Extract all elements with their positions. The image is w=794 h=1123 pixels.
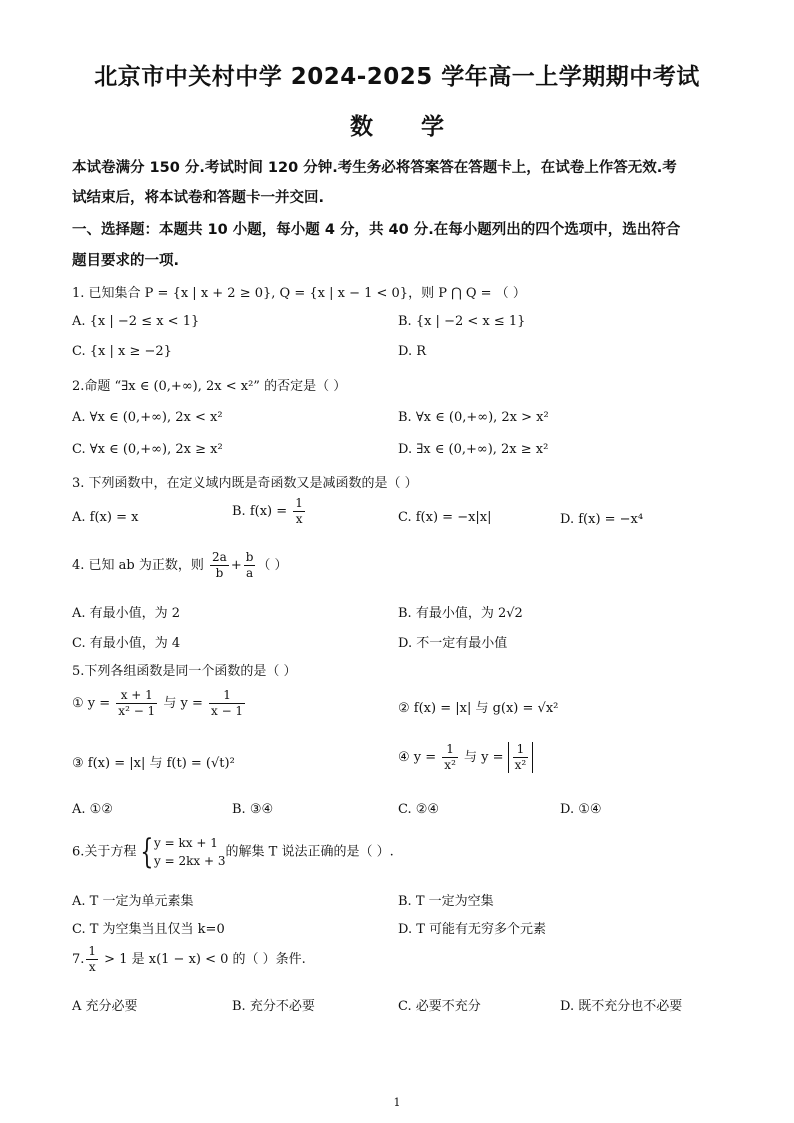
instructions-line-1: 本试卷满分 150 分.考试时间 120 分钟.考生务必将答案答在答题卡上，在试卷上作答无效.考: [72, 160, 677, 176]
fraction-numerator: x + 1: [116, 688, 157, 704]
equation-system: [154, 834, 225, 870]
fraction: [244, 550, 256, 581]
equation-2: y = 2kx + 3: [154, 854, 226, 868]
equation-1: y = kx + 1: [154, 836, 218, 850]
fraction: [293, 496, 305, 527]
fraction-denominator: x − 1: [210, 704, 244, 718]
question-1-option-d: D. R: [398, 344, 427, 359]
page-number: 1: [393, 1096, 401, 1109]
question-6-option-a: A. T 一定为单元素集: [72, 894, 194, 909]
question-6-option-c: C. T 为空集当且仅当 k=0: [72, 922, 225, 937]
question-2-stem: 2.命题 “∃x ∈ (0,+∞), 2x < x²” 的否定是（ ）: [72, 379, 347, 394]
left-brace: {: [140, 832, 154, 872]
fraction-denominator: a: [245, 566, 254, 580]
absolute-value: [508, 742, 534, 773]
fraction-denominator: x²: [444, 758, 456, 772]
question-4-option-c: C. 有最小值，为 4: [72, 636, 181, 651]
fraction-denominator: x² − 1: [118, 704, 156, 718]
question-7-option-d: D. 既不充分也不必要: [560, 999, 683, 1014]
question-6-stem: [72, 834, 394, 870]
fraction-numerator: 2a: [212, 550, 227, 564]
question-5-item-3: ③ f(x) = |x| 与 f(t) = (√t)²: [72, 756, 235, 771]
question-7-option-b: B. 充分不必要: [232, 999, 315, 1014]
question-3-option-b: [232, 496, 307, 527]
question-6-option-d: D. T 可能有无穷多个元素: [398, 922, 547, 937]
question-2-option-d: D. ∃x ∈ (0,+∞), 2x ≥ x²: [398, 442, 549, 457]
item-1-prefix: ① y =: [72, 696, 115, 711]
question-5-option-a: A. ①②: [72, 802, 113, 817]
question-3-option-d: D. f(x) = −x⁴: [560, 512, 644, 527]
question-4-stem-suffix: （ ）: [257, 558, 288, 573]
question-4-stem: [72, 550, 288, 581]
item-1-middle: 与 y =: [159, 696, 207, 711]
question-5-stem: 5.下列各组函数是同一个函数的是（ ）: [72, 664, 297, 679]
section-heading-line-2: 题目要求的一项.: [72, 253, 180, 269]
fraction-numerator: 1: [88, 944, 97, 958]
question-5-item-1: [72, 688, 247, 719]
question-3-stem: 3. 下列函数中，在定义域内既是奇函数又是减函数的是（ ）: [72, 476, 418, 491]
question-5-item-4: [398, 742, 533, 773]
question-3-option-a: A. f(x) = x: [72, 510, 139, 525]
question-5-option-d: D. ①④: [560, 802, 602, 817]
question-7-option-a: A 充分必要: [72, 999, 138, 1014]
fraction-numerator: b: [245, 550, 254, 564]
question-5-option-b: B. ③④: [232, 802, 274, 817]
question-1-stem: 1. 已知集合 P = {x | x + 2 ≥ 0}, Q = {x | x − 1 < 0}，则 P ⋂ Q = （ ）: [72, 286, 526, 301]
question-3-option-b-prefix: B. f(x) =: [232, 504, 292, 519]
fraction: [86, 944, 98, 975]
question-2-option-b: B. ∀x ∈ (0,+∞), 2x > x²: [398, 410, 549, 425]
item-4-prefix: ④ y =: [398, 750, 441, 765]
exam-title: 北京市中关村中学 2024-2025 学年高一上学期期中考试: [94, 64, 700, 90]
question-1-option-b: B. {x | −2 < x ≤ 1}: [398, 314, 526, 329]
question-2-option-a: A. ∀x ∈ (0,+∞), 2x < x²: [72, 410, 223, 425]
fraction: [442, 742, 458, 773]
question-5-option-c: C. ②④: [398, 802, 440, 817]
fraction-numerator: 1: [295, 496, 303, 510]
question-7-option-c: C. 必要不充分: [398, 999, 481, 1014]
exam-subject: 数 学: [349, 114, 444, 140]
item-4-middle: 与 y =: [459, 750, 508, 765]
plus-sign: +: [230, 558, 242, 573]
question-1-option-a: A. {x | −2 ≤ x < 1}: [72, 314, 200, 329]
question-3-option-c: C. f(x) = −x|x|: [398, 510, 492, 525]
fraction-denominator: x: [295, 512, 303, 526]
question-7-stem: [72, 944, 306, 975]
question-7-stem-prefix: 7.: [72, 952, 85, 967]
instructions-line-2: 试结束后，将本试卷和答题卡一并交回.: [72, 190, 325, 206]
fraction: [210, 550, 229, 581]
section-heading-line-1: 一、选择题：本题共 10 小题，每小题 4 分，共 40 分.在每小题列出的四个选项中，选出符合: [72, 222, 681, 238]
question-6-stem-prefix: 6.关于方程: [72, 844, 137, 860]
fraction-numerator: 1: [209, 688, 245, 704]
fraction-denominator: b: [215, 566, 224, 580]
fraction: [513, 742, 529, 773]
fraction-denominator: x: [88, 960, 96, 974]
question-4-option-a: A. 有最小值，为 2: [72, 606, 181, 621]
fraction-numerator: 1: [442, 742, 458, 758]
fraction-numerator: 1: [513, 742, 529, 758]
question-4-option-b: B. 有最小值，为 2√2: [398, 606, 523, 621]
question-4-stem-prefix: 4. 已知 ab 为正数，则: [72, 558, 209, 573]
question-4-option-d: D. 不一定有最小值: [398, 636, 508, 651]
fraction-denominator: x²: [514, 758, 527, 772]
question-5-item-2: ② f(x) = |x| 与 g(x) = √x²: [398, 701, 559, 716]
question-6-option-b: B. T 一定为空集: [398, 894, 494, 909]
question-7-stem-suffix: > 1 是 x(1 − x) < 0 的（ ）条件.: [100, 952, 306, 967]
question-2-option-c: C. ∀x ∈ (0,+∞), 2x ≥ x²: [72, 442, 223, 457]
fraction: [209, 688, 245, 719]
question-6-stem-suffix: 的解集 T 说法正确的是（ ）.: [225, 844, 394, 860]
question-1-option-c: C. {x | x ≥ −2}: [72, 344, 172, 359]
fraction: [116, 688, 157, 719]
